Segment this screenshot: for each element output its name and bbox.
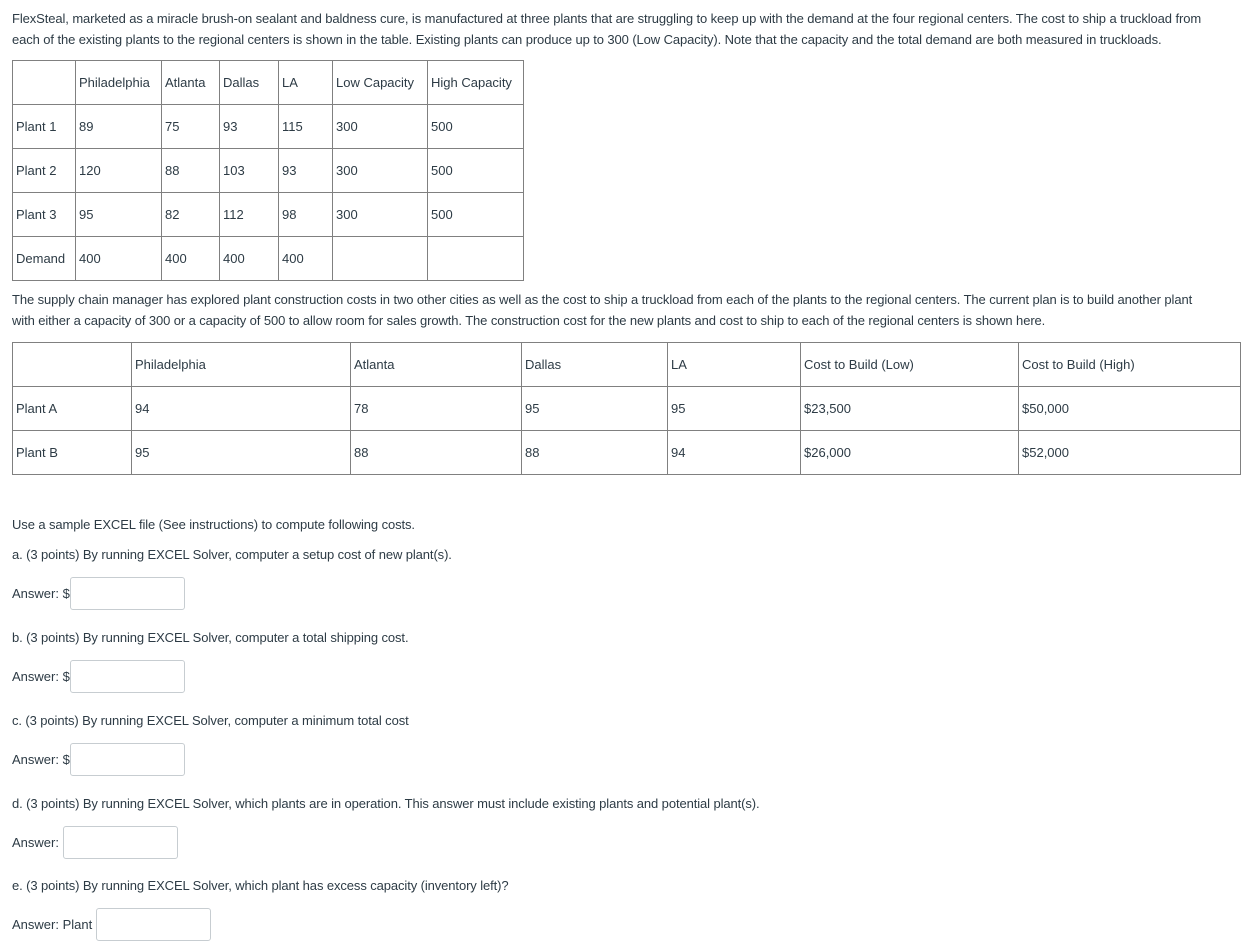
question-c-prompt: c. (3 points) By running EXCEL Solver, computer a minimum total cost [12, 713, 409, 728]
question-d-prompt: d. (3 points) By running EXCEL Solver, which plants are in operation. This answer must include existing plants and potential plant(s). [12, 796, 760, 811]
table-cell: 300 [333, 193, 428, 237]
table-cell: 89 [76, 105, 162, 149]
table-cell: 88 [522, 431, 668, 475]
table-row-demand [13, 237, 524, 281]
intro-paragraph-line-1: FlexSteal, marketed as a miracle brush-on sealant and baldness cure, is manufactured at three plants that are struggling to keep up with the demand at the four regional centers. The cost to ship a truckload from [12, 11, 1202, 26]
table-cell: 93 [220, 105, 279, 149]
question-a-answer-row [12, 576, 185, 610]
table-row-plant-3 [13, 193, 524, 237]
table-cell: $26,000 [801, 431, 1019, 475]
table-cell: 82 [162, 193, 220, 237]
table-cell [428, 237, 524, 281]
expansion-paragraph-line-1: The supply chain manager has explored plant construction costs in two other cities as well as the cost to ship a truckload from each of the plants to the regional centers. The current plan is to build another plant [12, 292, 1193, 307]
header-cell-dallas: Dallas [220, 61, 279, 105]
header-cell-empty [13, 343, 132, 387]
header-cell-cost-high: Cost to Build (High) [1019, 343, 1241, 387]
question-d-answer-label: Answer: [12, 834, 59, 850]
table-cell: 95 [76, 193, 162, 237]
table-cell: $50,000 [1019, 387, 1241, 431]
table-cell: $52,000 [1019, 431, 1241, 475]
question-a-answer-label: Answer: $ [12, 585, 70, 601]
question-b-answer-input[interactable] [70, 660, 185, 693]
question-e-answer-row [12, 907, 211, 941]
row-label: Plant B [13, 431, 132, 475]
question-b-prompt: b. (3 points) By running EXCEL Solver, computer a total shipping cost. [12, 630, 409, 645]
header-cell-philadelphia: Philadelphia [132, 343, 351, 387]
table-cell: 88 [162, 149, 220, 193]
question-c-answer-input[interactable] [70, 743, 185, 776]
header-cell-low-capacity: Low Capacity [333, 61, 428, 105]
table-cell: 500 [428, 105, 524, 149]
table-cell: 88 [351, 431, 522, 475]
table-header-row [13, 343, 1241, 387]
table-cell: 400 [162, 237, 220, 281]
table-cell: $23,500 [801, 387, 1019, 431]
question-e-answer-label: Answer: Plant [12, 916, 93, 932]
table-cell: 400 [279, 237, 333, 281]
table-cell: 300 [333, 149, 428, 193]
header-cell-la: LA [668, 343, 801, 387]
table-cell: 78 [351, 387, 522, 431]
expansion-paragraph-line-2: with either a capacity of 300 or a capacity of 500 to allow room for sales growth. The construction cost for the new plants and cost to ship to each of the regional centers is shown here. [12, 313, 1046, 328]
question-a-prompt: a. (3 points) By running EXCEL Solver, computer a setup cost of new plant(s). [12, 547, 452, 562]
intro-paragraph-line-2: each of the existing plants to the regional centers is shown in the table. Existing plants can produce up to 300 (Low Capacity). Note that the capacity and the total demand are both measured in truckloads. [12, 32, 1162, 47]
table-cell: 94 [668, 431, 801, 475]
row-label: Plant 3 [13, 193, 76, 237]
question-c-answer-row [12, 742, 185, 776]
question-c-answer-label: Answer: $ [12, 751, 70, 767]
header-cell-la: LA [279, 61, 333, 105]
table-cell: 95 [522, 387, 668, 431]
row-label: Plant 1 [13, 105, 76, 149]
question-a-answer-input[interactable] [70, 577, 185, 610]
table-cell [333, 237, 428, 281]
table-row-plant-b [13, 431, 1241, 475]
row-label: Plant 2 [13, 149, 76, 193]
header-cell-philadelphia: Philadelphia [76, 61, 162, 105]
question-b-answer-row [12, 659, 185, 693]
header-cell-dallas: Dallas [522, 343, 668, 387]
table-cell: 75 [162, 105, 220, 149]
table-cell: 94 [132, 387, 351, 431]
instructions-text: Use a sample EXCEL file (See instructions) to compute following costs. [12, 517, 415, 532]
table-row-plant-a [13, 387, 1241, 431]
table-header-row [13, 61, 524, 105]
table-cell: 115 [279, 105, 333, 149]
row-label: Demand [13, 237, 76, 281]
table-cell: 103 [220, 149, 279, 193]
question-e-prompt: e. (3 points) By running EXCEL Solver, which plant has excess capacity (inventory left)? [12, 878, 509, 893]
table-cell: 93 [279, 149, 333, 193]
table-cell: 95 [132, 431, 351, 475]
question-e-answer-input[interactable] [96, 908, 211, 941]
table-row-plant-2 [13, 149, 524, 193]
table-cell: 120 [76, 149, 162, 193]
header-cell-empty [13, 61, 76, 105]
table-cell: 300 [333, 105, 428, 149]
table-cell: 400 [220, 237, 279, 281]
header-cell-atlanta: Atlanta [162, 61, 220, 105]
new-plants-table [12, 342, 1241, 475]
table-cell: 95 [668, 387, 801, 431]
existing-plants-table [12, 60, 524, 281]
table-cell: 500 [428, 149, 524, 193]
table-cell: 500 [428, 193, 524, 237]
table-cell: 400 [76, 237, 162, 281]
row-label: Plant A [13, 387, 132, 431]
header-cell-high-capacity: High Capacity [428, 61, 524, 105]
table-cell: 112 [220, 193, 279, 237]
header-cell-cost-low: Cost to Build (Low) [801, 343, 1019, 387]
table-cell: 98 [279, 193, 333, 237]
question-d-answer-input[interactable] [63, 826, 178, 859]
header-cell-atlanta: Atlanta [351, 343, 522, 387]
question-d-answer-row [12, 825, 178, 859]
table-row-plant-1 [13, 105, 524, 149]
question-b-answer-label: Answer: $ [12, 668, 70, 684]
